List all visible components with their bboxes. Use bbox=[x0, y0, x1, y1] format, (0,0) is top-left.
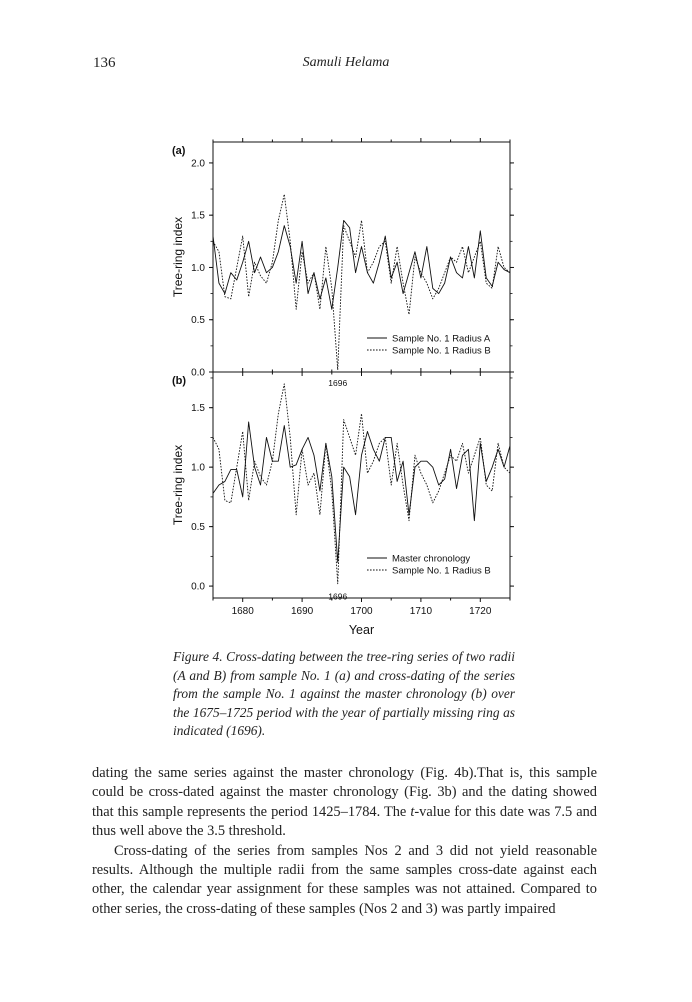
series-line-1 bbox=[213, 422, 510, 562]
y-axis-title: Tree-ring index bbox=[171, 216, 185, 298]
paragraph-2: Cross-dating of the series from samples Nos 2 and 3 did not yield reasonable results. Although the multiple radii from the same samples cross-date against each other, the calendar year assignment for these samples was not attained. Compared to other series, the cross-dating of these samples (Nos 2 and 3) was partly impaired bbox=[92, 842, 597, 917]
x-tick-label: 1690 bbox=[290, 606, 314, 617]
paragraph-1-text-a: dating the same series against the master chronology (Fig. 4b).That is, this sample could be cross-dated against the master chronology (Fig. 3b) and the dating showed that this sample represents the period 1425–1784. The bbox=[92, 765, 597, 820]
annotation-label: 1696 bbox=[328, 377, 348, 388]
annotation-label: 1696 bbox=[328, 591, 348, 602]
legend-label-2: Sample No. 1 Radius B bbox=[392, 345, 491, 357]
x-tick-label: 1720 bbox=[469, 606, 492, 617]
figure-caption bbox=[173, 648, 515, 741]
legend-label-1: Sample No. 1 Radius A bbox=[392, 333, 491, 345]
figure-4 bbox=[160, 130, 530, 640]
x-tick-label: 1710 bbox=[409, 606, 433, 617]
panel-label: (b) bbox=[172, 375, 187, 387]
y-tick-label: 2.0 bbox=[191, 158, 205, 170]
y-tick-label: 1.5 bbox=[191, 403, 205, 415]
x-axis-title: Year bbox=[348, 623, 375, 637]
body-text bbox=[92, 764, 597, 919]
running-header-author: Samuli Helama bbox=[302, 55, 390, 70]
y-tick-label: 1.0 bbox=[191, 262, 205, 274]
x-tick-label: 1680 bbox=[231, 606, 254, 617]
panel-label: (a) bbox=[172, 145, 186, 157]
y-tick-label: 0.5 bbox=[191, 315, 205, 327]
chart-panel-b bbox=[171, 368, 514, 637]
page-number: 136 bbox=[93, 55, 116, 71]
y-tick-label: 1.0 bbox=[191, 462, 205, 474]
y-axis-title: Tree-ring index bbox=[171, 444, 185, 526]
y-tick-label: 1.5 bbox=[191, 210, 205, 222]
y-tick-label: 0.0 bbox=[191, 367, 205, 379]
chart-panel-a bbox=[171, 138, 514, 388]
legend-label-2: Sample No. 1 Radius B bbox=[392, 565, 491, 577]
caption-text: Figure 4. Cross-dating between the tree-ring series of two radii (A and B) from sample No. 1 (a) and cross-dating of the series from the sample No. 1 against the master chronology (b) over the 1675–1725 period with the year of partially missing ring as indicated (1696). bbox=[173, 649, 515, 739]
t-italic: t bbox=[410, 803, 415, 820]
series-line-1 bbox=[213, 220, 510, 309]
y-tick-label: 0.5 bbox=[191, 522, 205, 534]
paragraph-1-text-b: -value for this date was 7.5 and thus well above the 3.5 threshold. bbox=[92, 803, 597, 840]
legend-label-1: Master chronology bbox=[392, 553, 471, 565]
paragraph-1 bbox=[92, 764, 597, 842]
x-tick-label: 1700 bbox=[350, 606, 373, 617]
y-tick-label: 0.0 bbox=[191, 581, 205, 593]
